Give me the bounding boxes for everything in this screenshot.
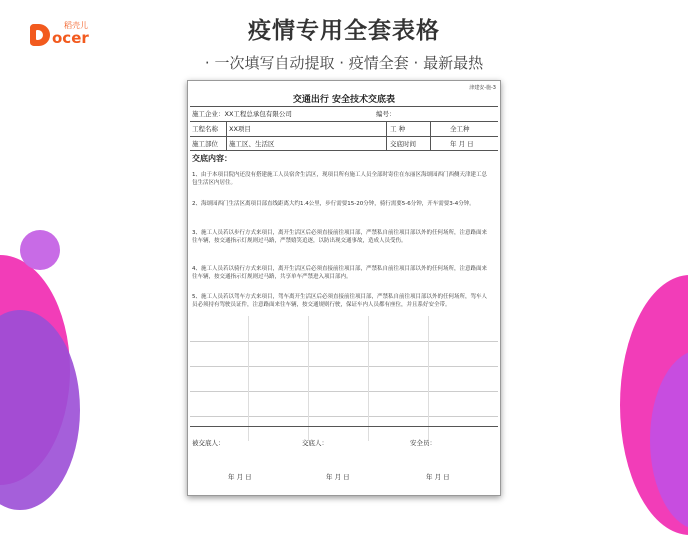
grid-column: [308, 316, 309, 441]
trade-value: 全工种: [450, 125, 470, 133]
banner-subtitle: · 一次填写自动提取 · 疫情全套 · 最新最热: [204, 54, 484, 72]
decorative-blob-small-left: [20, 230, 60, 270]
company-label: 施工企业：XX工程总承包有限公司: [192, 110, 292, 118]
document-tag: 津建安-施-3: [469, 85, 496, 91]
logo-cn-text: 稻壳儿: [64, 21, 88, 30]
grid-line: [190, 366, 498, 367]
logo-text: ocer: [52, 29, 89, 47]
paragraph-2: 2、海颂园西门生活区离项目部直线距离大约1.4公里，步行需要15-20分钟，骑行需要5-6分钟，开车需要3-4分钟。: [192, 201, 475, 207]
presenter-date: 年 月 日: [326, 473, 350, 481]
presenter-signature-label: 交底人：: [302, 439, 328, 447]
grid-column: [248, 316, 249, 441]
paragraph-4: 4、施工人员若以骑行方式来项目，离开生活区后必须直接前往项目部，严禁私自前往项目部以外的任何场所，注意路面来往车辆，按交通指示灯规则过马路，共享单车严禁进入项目部内。: [192, 266, 488, 280]
table-divider: [430, 121, 431, 150]
project-name-value: XX项目: [229, 125, 251, 133]
location-label: 施工部位: [192, 140, 218, 148]
document-preview[interactable]: [187, 80, 501, 496]
content-heading: 交底内容：: [192, 154, 232, 163]
banner-title: 疫情专用全套表格: [248, 18, 440, 44]
safety-officer-date: 年 月 日: [426, 473, 450, 481]
grid-line: [190, 341, 498, 342]
project-name-label: 工程名称: [192, 125, 218, 133]
table-divider: [226, 121, 227, 150]
paragraph-5: 5、施工人员若以驾车方式来项目，驾车离开生活区后必须直接前往项目部，严禁私自前往项目部以外的任何场所，驾车人员必须持有驾驶员证件，注意路面来往车辆，按交通规则行驶，保证车内人员都有座位，并且系好安全带。: [192, 294, 488, 308]
recipient-signature-label: 被交底人：: [192, 439, 225, 447]
grid-column: [428, 316, 429, 441]
table-line: [190, 150, 498, 151]
table-line: [190, 426, 498, 427]
document-title: 交通出行 安全技术交底表: [292, 95, 396, 105]
location-value: 施工区、生活区: [229, 140, 275, 148]
decorative-blob-purple-left: [0, 310, 80, 510]
grid-column: [368, 316, 369, 441]
time-label: 交底时间: [390, 140, 416, 148]
grid-line: [190, 391, 498, 392]
table-line: [190, 121, 498, 122]
trade-label: 工 种: [390, 125, 406, 133]
number-label: 编号：: [376, 110, 396, 118]
table-divider: [386, 121, 387, 150]
time-value: 年 月 日: [450, 140, 474, 148]
safety-officer-signature-label: 安全员：: [410, 439, 436, 447]
grid-line: [190, 416, 498, 417]
table-line: [190, 106, 498, 107]
recipient-date: 年 月 日: [228, 473, 252, 481]
table-line: [190, 136, 498, 137]
paragraph-3: 3、施工人员若以步行方式来项目，离开生活区后必须直接前往项目部，严禁私自前往项目部以外的任何场所，注意路面来往车辆，按交通指示灯规则过马路，严禁嬉笑追逐，以防出现交通事故，造成人员受伤。: [192, 230, 488, 244]
paragraph-1: 1、由于本项目院内还没有搭建施工人员宿舍生活区，现项目所有施工人员全部时寄住在东丽区海颂园西门西侧天津建工总包生活区内居住。: [192, 172, 488, 186]
